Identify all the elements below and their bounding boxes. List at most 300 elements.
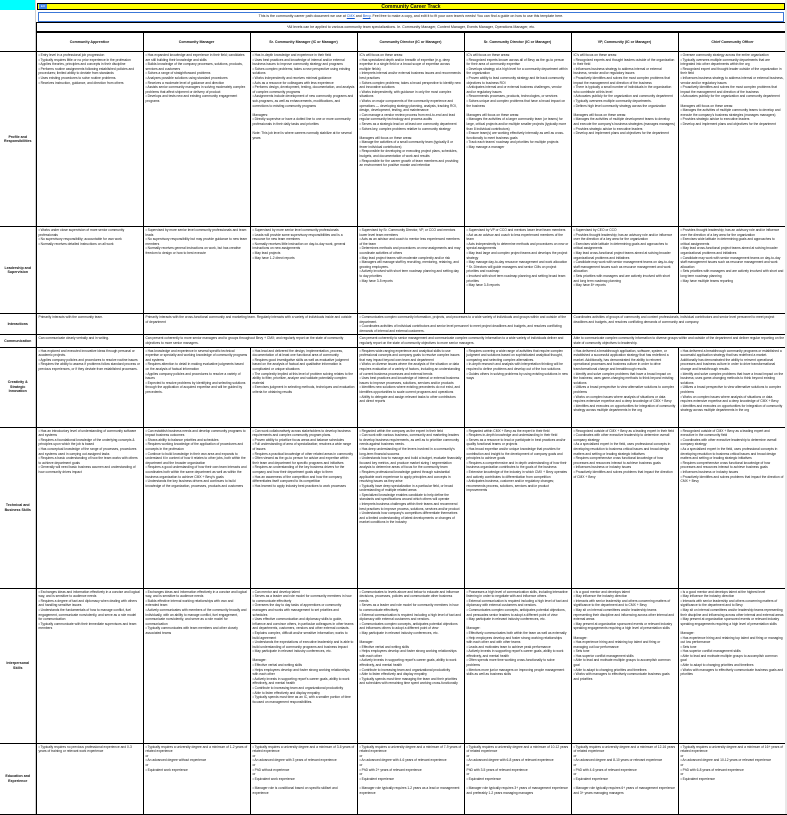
cell-line: • Possesses a high level of communication skills, including interactive listening in order to negotiate with and influence others. [466,589,568,599]
cell-line: • Manager role typically requires 6+ years of management experience and 3+ years managing managers [573,785,675,795]
cell-line: PhD with 3-5 years of relevant experience [466,767,528,772]
cell-line: • Exercises wide latitude in determining goals and approaches to critical assignments [573,241,668,251]
cell-line: • Recommends processes, products, technologies, or services [466,94,558,99]
cell-line: • Manager role typically requires 3+ years of management experience and preferably 1-2 years managing managers [466,785,568,795]
cell-line: • Interprets internal and/or external business issues and recommends best practices [359,71,461,80]
merged-cell[interactable] [357,335,571,347]
cell-line: • Requires the ability to assess if problems follow standard process or previous experiences, or if they deviate from established processes. [38,362,140,371]
cell-line: • Guides others in solving problems by using existing solutions in new ways [466,371,568,381]
cell-line: • Influences business strategy to address internal or external business, vendor and/or regulatory issues [573,66,662,76]
sheet-title: Community Career Track [381,4,441,10]
cell-line: • Develops and tests new and existing community engagement programs [145,94,238,103]
cell-line: • Manages the activities of multiple development teams to develop and execute the company's business strategies (manages managers) [573,117,675,126]
cell-line: • Anticipates internal and or external business challenges, vendor and/or regulatory issues [466,85,562,94]
cell-line: • Oversee community strategy across the entire organization [680,53,769,57]
cell-line: • Performs design, development, testing, documentation, and analysis of complex community programs [252,85,355,94]
table-cell[interactable] [250,427,357,588]
cell-line: IC's will focus on these areas: [573,53,618,57]
cell-line: • Helps employees develop and foster strong working relationships with each other [359,649,457,658]
row-label[interactable]: Leadership and Supervision [0,227,36,314]
cell-line: Manager: [573,635,588,640]
cell-line: • Interacts with senior leadership and others concerning matters of significance to the department and to Bevy [680,598,778,608]
table-row [0,588,787,743]
cell-line: or [252,753,256,758]
cell-line: or [573,762,577,767]
cell-line: • Helps employees develop and foster strong working relationships with each other [252,667,350,677]
cell-line: • Has lead and delivered the design, implementation, process, documentation of at least one functional area of community [252,348,343,358]
cell-line: Managers will focus on these areas: [680,103,734,108]
cell-line: • Solves a range of straightforward problems [145,71,211,76]
table-cell[interactable] [571,227,678,314]
table-row [0,335,787,347]
cell-line: • Typically spends most time as an IC, with a smaller portion of time focused on management responsibilities. [252,695,351,704]
cell-line: • May have 3-5 reports [466,283,500,288]
cell-line: • Continue to build knowledge in their own area and expands to understand it in context of how it relates to other jobs, both within the department and the broader organization [145,451,246,465]
cell-line: • Responsible for developing or executing project plans, schedules, budgets, and documentation of work and results [359,149,458,159]
cell-line: • Ensure team(s) are working effectively internally as well as cross-functionally to meet business goals [466,131,564,140]
cell-line: Managers will focus on these areas: [359,135,413,140]
cell-line: • In-depth research and analysis with interpretation thinking will be required to define problems and develop out of the box solutions [466,362,563,371]
cell-line: • Solves complex problems; takes a broad perspective to identify new and innovative solutions [359,80,461,90]
cell-line: • May have 8+ reports [573,283,606,288]
comment-badge-icon[interactable]: EO [40,4,46,8]
table-cell[interactable] [678,227,787,314]
cell-line: • Effectively communicates both within the team as well as externally [466,630,567,635]
cell-line: • Requires a practical knowledge of other related areas in community [252,451,353,456]
merged-cell[interactable] [571,314,787,335]
cell-line: Primarily interacts with the cross-functional community and marketing team. Regularly interacts with a variety of individuals inside and outside of department [145,315,352,324]
cell-line: • Recognized experts and thought leaders outside of the organization in their field [573,57,675,67]
cell-line: • Requires comprehensive cross functional knowledge of how processes and resources interact to achieve business goals [680,460,771,470]
cell-line: • Contribute to increasing team and organizational productivity [252,686,344,691]
cell-line: • Uses best practices and knowledge of internal or external business issues to improve processes, solutions, services and/or products [359,376,460,385]
cell-line: • Uses best practices and knowledge of internal and/or external business issues to improve community strategy and programs [252,57,345,67]
table-cell[interactable] [36,743,143,814]
cell-line: • Works independently, with guidance in only the most complex situations [359,89,452,99]
cell-line: • Exercises judgment in selecting methods, techniques and evaluation criteria for obtaining results [252,385,355,394]
cell-line: or [252,762,256,767]
cell-line: or [680,772,684,777]
cell-line: or [145,762,149,767]
cell-line: • Acts independently to determine methods and procedures on new or special assignments [466,241,569,251]
cell-line: • Supervised by VP or CCO and mentors lower level team members [466,228,566,232]
cell-line: • Utilizes a broad perspective to view alternative solutions to complex problems [680,385,782,394]
cell-line: • Equivalent work experience [252,776,295,781]
column-header-row [0,33,787,52]
cell-line: • Oversees the day to day tasks of apprentices or community managers and works with management to set priorities and schedules [252,603,342,617]
cell-line: • May present at organization sponsored events or relevant industry speaking engagements requiring a high level of presentation skills [573,621,673,631]
table-cell[interactable] [250,743,357,814]
cell-line: • Directly supervise or have a dotted line to one or more community professionals in their daily tasks and priorities [252,117,351,126]
cell-line: • Analyzes possible solutions using standard procedures [145,75,228,80]
cell-line: • Shows ability to balance priorities and schedules [145,437,219,442]
cell-line: • No supervisory responsibility but may provide guidance to new team members [145,237,248,246]
cell-line: • Coordinates with other executive leadership to determine overall company strategy [573,433,670,442]
cell-line: • Explains complex, difficult and/or sensitive information; works to build agreement [252,630,348,640]
table-cell[interactable] [571,743,678,814]
table-cell[interactable] [250,52,357,227]
column-header[interactable]: Sr. Community Director (IC or Manager) [464,33,571,52]
table-cell[interactable] [464,52,571,227]
cell-line: • Identify and solve complex problems that have a broad impact on the business; uses game-changing methods to think beyond existing solutions [680,371,784,385]
table-cell[interactable] [36,588,143,743]
row-label[interactable]: Creativity & Strategic Innovation [0,347,36,427]
table-row [0,347,787,427]
cell-line: • Uses effective communication and diplomacy skills to guide, influence and convince others, in particular colleagues in other teams and departments, customers, vendors and other external contacts. [252,617,354,631]
cell-line: • Serves as a strategic lead on at least one community department [359,121,457,126]
row-label[interactable]: Communication [0,335,36,347]
cell-line: • Expected to resolve problems by identifying and selecting solutions through the application of acquired expertise and will be guided by precedents. [145,380,246,394]
cell-line: • Has explored and executed innovative ideas through personal or academic projects. [38,348,135,358]
cell-line: • Has superior conflict management skills [573,653,634,658]
cmx-link[interactable]: CMX [346,14,355,18]
cell-line: • Typically requires a university degree and a minimum of 1-2 years of related experience [145,744,248,754]
cell-line: • Manager role typically requires 1-2 years as a lead or management experience [359,785,460,795]
cell-line: * Sr. Directors will guide managers and senior CMs on project priorities and roadmap [466,264,557,274]
cell-line: • Influences business or industry issues [573,465,632,470]
cell-line: • Ability to delegate and assign relevant tasks to other contributors and direct reports [359,394,456,404]
cell-line: • Sets priorities with managers and are actively involved with short and long term roadmap planning [680,269,784,278]
cell-line: • Can establish business needs and develop community programs to impact business outcomes [145,428,246,438]
cell-line: • Communicates to levels above and below to educate and influence decisions, processes, policies and communicate other business needs [359,589,460,603]
cell-line: Can present coherently to senior management and communicate complex community information to a wide variety of individuals deliver and regularly report on the state of community objectives to more senior managers. [359,336,564,345]
cell-line: or [466,762,470,767]
cell-line: • Responsible for the career growth of team members and providing an environment for positive morale and retention [359,158,459,168]
cell-line: • Proactively identifies and solves the most complex problems that impact the management and direction of the business [573,75,670,85]
cell-line: or [466,772,470,777]
column-header[interactable]: Sr. Community Manager (IC or Manager) [250,33,357,52]
table-cell[interactable] [357,347,464,427]
cell-line: • Requires in-depth knowledge and understanding in their field [466,433,558,438]
cell-line: • Supervised by more senior level community professionals and team leads [145,228,247,237]
cell-line: • Often viewed as the go-to person for advice and expertise within their team and department for specific programs and initiatives [252,456,349,465]
cell-line: • Supervised by Sr. Community Director, VP, or CCO and mentors lower level team members [359,228,456,237]
cell-line: or [466,753,470,758]
cell-line: • Leads will provide some supervisory responsibilities and is a resource for new team members [252,232,343,242]
table-cell[interactable] [143,588,250,743]
cell-line: Able to communicate complex community information to diverse groups within and outside of the department and deliver regular reporting on the state of community objectives to leadership. [573,336,785,345]
cell-line: or [680,753,684,758]
cell-line: • Assignments include development of new community programs and sub-programs, as well as enhancements, modifications, and corrections to existing community programs [252,94,354,108]
cell-line: • Able to adapt to changing priorities and timelines [573,667,647,672]
cell-line: • Typically oversees multiple community departments. [573,98,652,103]
cell-line: or [680,762,684,767]
cell-line: • The complexity implied at this level of problem solving relates to the ability to filter, prioritize, analyze and validate potentially complex material [252,371,354,385]
cell-line: • Candidate may work with senior management teams on day-to-day staff management issues such as resource management and work allocation [680,255,781,269]
cell-line: • Typically requires a university degree and a minimum of 10-12 years of related experience [466,744,569,754]
cell-line: or [359,772,363,777]
cell-line: • Works with managers to effectively communicate business goals and priorities [573,672,670,681]
cell-line: • Recognized experts known across all of Bevy as the go-to person for their area of community expertise [466,57,565,67]
merged-cell[interactable] [36,335,143,347]
column-header[interactable]: VP, Community (IC or Manager) [571,33,678,52]
cell-line: • May influence the industry direction [573,594,628,599]
column-header[interactable]: Community Apprentice [36,33,143,52]
cell-line: • Develop and implement plans and objectives for the department [680,121,776,126]
table-cell[interactable] [250,588,357,743]
cell-line: or [252,772,256,777]
cell-line: • Requires professional knowledge gained through substantial applicable work experience to apply principles and concepts in resolving issues as they arise [359,469,451,484]
cell-line: • Has learned to apply industry best practices to work processes [252,483,347,488]
specialization-note[interactable]: *All levels can be applied to various community team specializations. Ie. Community Manager, Content Manager, Events Manager, Operations Manager, etc. [36,22,786,32]
cell-line: or [359,753,363,758]
cell-line: • Has experience hiring and retaining top talent and firing or managing out low performance [680,635,783,645]
cell-line: • Understands the key business drivers and continues to build knowledge of the organization, processes, products and customers [145,479,244,488]
cell-line: • Recognized outside of CMX + Bevy as a leading expert in their field [573,428,675,433]
cell-line: • Typically requires little or no prior experience in the profession [38,57,131,62]
merged-cell[interactable] [36,314,143,335]
cell-line: • Serves as a leader and role model for community members in how to communicate effectively [359,603,459,612]
career-track-table [0,32,787,815]
cell-line: • Typically communicates with team members and other closely associated teams [145,626,238,635]
cell-line: • Can work collaboratively across stakeholders to develop business requirements and complex community program plans. [252,428,351,438]
cell-line: • Has an introductory level of understanding of community software and systems [38,428,137,438]
cell-line: • Effective verbal and writing skills [252,663,302,668]
cell-line: • Often spends more time working cross-functionally to solve problems [466,658,555,668]
cell-line: • Advocates publicly for the organization and community department [680,94,780,99]
row-label[interactable]: Interpersonal Skills [0,588,36,743]
cell-line: • Solves unique and complex problems that have a broad impact on the business [466,98,566,108]
cell-line: • Solves complex problems; takes a new perspective using existing solutions [252,66,351,76]
cell-line: • Contribute to increasing team and organizational productivity [359,667,451,672]
selected-cell-indicator[interactable] [0,0,35,10]
cell-line: • Anticipates business, customer and/or regulatory changes; recommends process, solutions, services and/or product improvements [466,479,554,493]
cell-line: or [573,753,577,758]
cell-line: • No supervisory responsibility; accountable for own work [38,237,122,242]
table-cell[interactable] [143,52,250,227]
row-label[interactable]: Education and Experience [0,743,36,814]
table-cell[interactable] [678,743,787,814]
table-cell[interactable] [571,52,678,227]
cell-line: • Communicates complex community information, projects, and processes to a wide variety of individuals and groups within and outside of the department. [359,315,567,324]
table-cell[interactable] [571,427,678,588]
cell-line: • Develops strategy at a high level for a community department within the organization [466,66,568,76]
cell-line: • Typically oversees multiple community departments that are integrated into other departments within the org [680,57,770,67]
table-cell[interactable] [36,227,143,314]
cell-line: • Communicates complex concepts, anticipates potential objections, and persuades senior leaders to adopt a different point of view [466,607,566,617]
table-cell[interactable] [250,227,357,314]
cell-line: • Advocates publicly for the organization and community department [573,94,673,99]
cell-line: • Requires comprehensive cross functional knowledge of how processes and resources interact to achieve business goals [573,456,664,465]
table-cell[interactable] [678,588,787,743]
cell-line: • Serves as a leader and role model for community members in how to communicate effectively [252,594,352,603]
cell-line: • Exercises wide latitude in determining goals and approaches to critical assignments [680,237,775,246]
cell-line: • Utilizes a broad perspective to view alternative solutions to complex problems [573,385,675,394]
cell-line: • Provides thought leadership; has an advisory role and/or influence over the direction of a key area for the organization [680,228,780,237]
cell-line: • Provides strategic advice to executive leaders [680,117,750,122]
cell-line: • Has in-depth knowledge and experience in their field [252,53,332,57]
cell-line: • Interacts with senior leadership and others concerning matters of significance to the department and to CMX + Bevy [573,598,671,608]
cell-line: • PhD with 2+ years of relevant experience [359,767,422,772]
cell-line: • Works under close supervision of more senior community professionals [38,228,125,237]
cell-line: • Regarded within the company as the expert in their field [359,428,443,433]
sheet-title-bar[interactable] [37,3,785,10]
intro-text-mid: and [354,14,363,18]
cell-line: or [359,762,363,767]
cell-line: • External communication is required including a high level of tact and diplomacy with external customers and vendors. [359,612,461,622]
cell-line: • Determines methods and procedures on new assignments and may coordinate activities of others [359,246,461,255]
cell-line: • Supervised by more senior level community professionals [252,228,339,232]
cell-line: • Requires attention to detail in making evaluative judgments based on the analysis of factual information [145,362,244,371]
table-cell[interactable] [464,427,571,588]
cell-line: • Recognized outside of CMX + Bevy as a leading expert and executive in the community field [680,428,770,438]
cell-line: • Identifies and executes on opportunities for integration of community strategy across multiple departments in the org [573,403,676,413]
cell-line: • Has deep understanding of the levers involved in a community's long-term financial success [359,446,455,456]
table-cell[interactable] [464,588,571,743]
intro-cell[interactable] [38,12,784,22]
table-row [0,52,787,227]
column-header[interactable]: Community Manager [143,33,250,52]
cell-line: • May manage day-to-day resource management and work allocation [466,260,568,265]
table-cell[interactable] [678,52,787,227]
cell-line: • Can manage a vendor review process from end-to-end and lead regular community technology and process audits [359,112,456,122]
cell-line: • Typically requires a university degree and a minimum of 12-16 years of related experience [573,744,676,754]
column-header[interactable]: Chief Community Officer [678,33,787,52]
cell-line: • Applies company policies and procedures to resolve routine issues [38,357,138,362]
cell-line: IC's will focus on these areas: [466,53,511,57]
cell-line: • Identifies and executes on opportunities for integration of community strategy across multiple departments in the org [680,403,783,413]
cell-line: • Recognized expert and thought leader outside of the organization in their field [680,66,782,76]
cell-line: Manager: [252,658,267,663]
cell-line: • Actively involved with short term roadmap planning and setting day to day priorities [359,269,459,278]
cell-line: • Has broad expertise and/or unique knowledge that provides for contribution and insight to the development of company goals and principles to achieve goals [466,446,563,461]
table-cell[interactable] [357,588,464,743]
table-cell[interactable] [143,347,250,427]
row-label[interactable]: Profile and Responsibilities [0,52,36,227]
cell-line: • Normally receives detailed instructions on all work [38,241,114,246]
cell-line: Managers will focus on these areas: [466,112,520,117]
cell-line: • An advanced degree and 8-10 years or relevant experience [573,758,663,763]
cell-line: • Typically requires no previous professional experience and 0-3 years of training or relevant work experience [38,744,132,754]
cell-line: • Mentors more junior managers on improving people management skills as well as business skills [466,667,565,677]
cell-line: • Leads and motivates team to achieve peak performance [466,644,551,649]
table-cell[interactable] [143,743,250,814]
table-cell[interactable] [357,743,464,814]
cell-line: • May participate in relevant industry conferences, etc. [359,630,439,635]
bevy-link[interactable]: Bevy [362,14,371,18]
cell-line: • Has delivered a breakthrough community programs or established a successful application strategy that has redefined a market. Additionally has demonstrated the ability to reinvent operational processes and business culture in order to drive transformational change and breakthrough results. [680,348,782,371]
table-cell[interactable] [571,588,678,743]
table-cell[interactable] [143,427,250,588]
cell-line: • Able to listen effectively and display empathy [252,690,320,695]
cell-line: • May lead project teams with moderate complexity and/or risk [359,255,451,260]
cell-line: • Actively invests in supporting report's career goals, ability to work effectively, and mental health [466,649,564,658]
cell-line: • Requires working knowledge of the application of procedures and concepts in the profession [145,442,244,451]
table-row [0,314,787,335]
table-cell[interactable] [36,427,143,588]
cell-line: • As a specialized expert in the field, uses professional concepts in developing resolution to business critical issues and broad design matters and setting or leading strategic initiatives [680,446,778,461]
cell-line: • PhD with 6-8 years of relevant experience [680,767,744,772]
cell-line: • Equivalent experience [573,776,609,781]
row-label[interactable]: Technical and Business Skills [0,427,36,588]
cell-line: • Serves as a resource to lead or participate in best practices and/or quality functional teams or projects [466,437,566,447]
table-cell[interactable] [571,347,678,427]
cell-line: • Specialized knowledge enables candidate to help define the standards and specifications around which others will operate [359,492,450,502]
cell-line: • Manager role is conditional based on specific skillset and experience [252,785,338,795]
cell-line: • Applies theories, principles and concepts in their discipline [38,62,126,67]
cell-line: • Has conceptual knowledge of the range of processes, procedures and systems used in carrying out assigned tasks [38,446,137,456]
column-header[interactable]: Community Director (IC or Manager) [357,33,464,52]
cell-line: • Has superior conflict management skills [680,649,741,654]
cell-line: • Extensive knowledge of the industry in which CMX + Bevy operates and actively contributes to differentiation from competition [466,469,568,479]
cell-line: • Is a good mentor and develops talent at the highest level [680,589,766,594]
table-row [0,227,787,314]
intro-text-after: . Feel free to make a copy, and edit it to fit your own team's needs! You can find a guide on how to use this template here. [370,14,564,18]
cell-line: or [145,753,149,758]
cell-line: • Typically requires a university degree and a minimum of 7-9 years of related experience [359,744,462,754]
corner-cell[interactable] [0,33,36,52]
cell-line: • Exchanges ideas and information effectively in a concise and logical way, and is sensitive to audience needs [145,589,247,599]
cell-line: • Has knowledge and experience in several specific technical expertise or specialty and working knowledge of community programs and systems [145,348,248,362]
cell-line: • Applies company policies and procedures to resolve a variety of issues [145,371,241,381]
cell-line: • Able to adapt to changing priorities and timelines [680,663,754,668]
cell-line: • Can mentor and develop talent [252,589,300,594]
cell-line: • Works on major components of the community experience and operations — developing strategy planning, analysis, tracking ROI, design, development, testing, and maintenance [359,98,457,113]
cell-line: Can communicate clearly verbally and in writing. [38,336,110,341]
row-label[interactable]: Interactions [0,314,36,335]
cell-line: • Help employees develop and foster strong working relationships with each other and with other teams [466,635,563,645]
cell-line: • Typically requires a university degree and a minimum of 16+ years of related experience [680,744,784,754]
cell-line: • Proven ability to prioritize focus areas and balance schedules [252,437,345,442]
cell-line: • Receives instruction, guidance, and direction from others [38,80,124,85]
cell-line: • Equivalent experience [466,776,502,781]
cell-line: • Understands how company's competitors differentiate themselves and a limited understanding of latest developments or changes of market conditions in the industry [359,511,458,525]
cell-line: • Able to listen effectively and display empathy [359,672,427,677]
table-cell[interactable] [143,227,250,314]
cell-line: • Builds knowledge of the company processes, solutions, products, services and customers [145,62,243,71]
cell-line: • Identify and solve complex problems that have a broad impact on the business; uses game-changing methods to think beyond existing solutions [573,371,674,385]
cell-line: • May lead cross-functional project teams aimed at solving broader organizational problems and initiatives [680,246,778,255]
cell-line: Note: This job level is where careers normally stabilize at for several years [252,131,352,140]
table-cell[interactable] [678,347,787,427]
cell-line: • Uses existing procedures to solve routine problems. [38,75,117,80]
cell-line: • Proactively identifies and solves problems that impact the direction of CMX + Bevy [680,474,784,484]
table-cell[interactable] [36,347,143,427]
cell-line: Manager: [359,640,374,645]
cell-line: • Performs routine assignments following established policies and procedures; limited ability to deviate from standards [38,66,135,76]
cell-line: • External communication is required including a high level of tact and diplomacy with external customers and vendors. [466,598,568,608]
cell-line: • Has expanded knowledge and experience in their field; candidates are still building their knowledge and skills [145,53,245,62]
cell-line: • Typically communicate with their immediate supervisors and team members [38,621,137,631]
cell-line: • Requires a foundational knowledge of the underlying concepts & principles upon which the job is based [38,437,135,447]
table-cell[interactable] [250,347,357,427]
cell-line: • An advanced degree and 10-12 years or relevant experience [680,758,772,763]
table-cell[interactable] [357,52,464,227]
merged-cell[interactable] [143,335,357,347]
cell-line: • Proactively identifies and solves the most complex problems that impact the management and direction of the business [680,85,777,94]
table-cell[interactable] [36,52,143,227]
cell-line: • Requires wide-ranging experience and analytical skills to use professional concepts and company goals to resolve complex issues that may impact beyond own team and department [359,348,460,362]
cell-line: • Typically have deep specialization in a particular field, or broad understanding of multiple related areas [359,483,453,493]
cell-line: • Supervised by CEO or CCO [573,228,617,232]
cell-line: • Requires a basic understanding of how the team works with others to achieve department goals [38,456,138,465]
cell-line: IC's will focus on these areas: [359,53,404,57]
table-cell[interactable] [464,347,571,427]
table-cell[interactable] [357,427,464,588]
table-cell[interactable] [464,743,571,814]
table-cell[interactable] [464,227,571,314]
cell-line: • An advanced degree without experience [145,758,207,763]
table-cell[interactable] [357,227,464,314]
cell-line: • Sets tone [680,644,697,649]
merged-cell[interactable] [143,314,357,335]
merged-cell[interactable] [357,314,571,335]
cell-line: • Candidate may work with senior management teams on day-to-day staff management issues such as resource management and work allocation [573,260,674,274]
merged-cell[interactable] [571,335,787,347]
cell-line: • May sit on internal committees and/or leadership teams representing their discipline and influencing across other internal and external areas [680,607,784,617]
cell-line: • PhD with 4-6 years of relevant experience [573,767,637,772]
table-cell[interactable] [678,427,787,588]
